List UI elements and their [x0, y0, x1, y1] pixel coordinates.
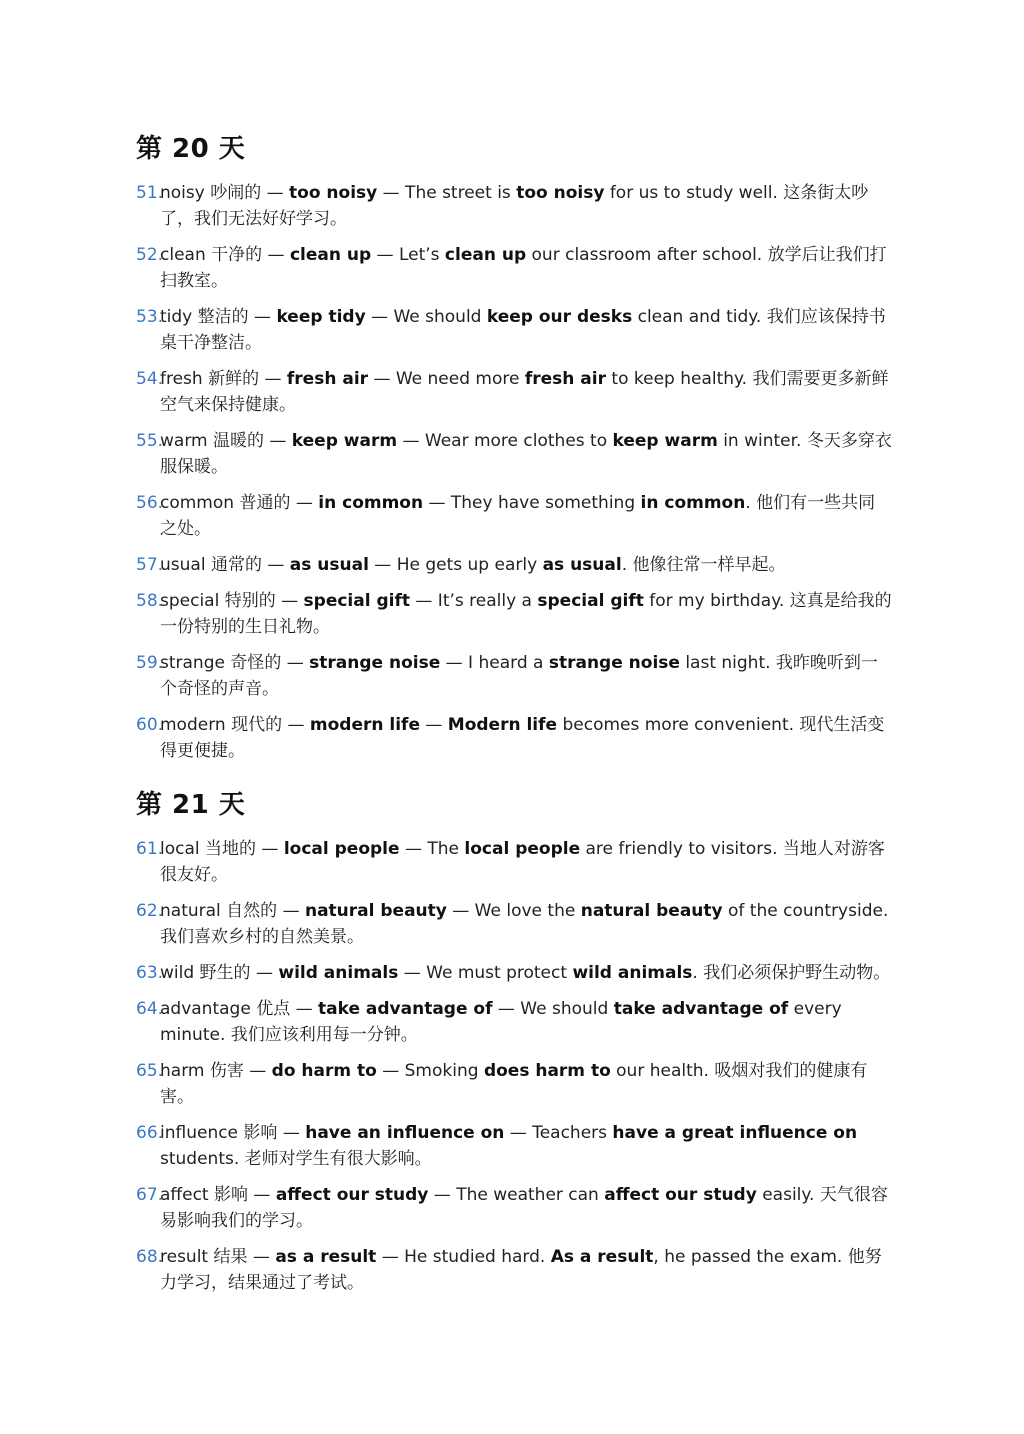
entry-number: 55. [136, 431, 164, 451]
phrase-highlight: have a great influence on [612, 1123, 858, 1143]
entry-text: are friendly to visitors. 当地人对游客很友好。 [160, 839, 885, 885]
entry-text: — The weather can [428, 1185, 605, 1205]
vocab-entry [136, 588, 892, 640]
entry-text: local 当地的 — [160, 839, 284, 859]
phrase-highlight: too noisy [516, 183, 605, 203]
phrase-highlight: keep warm [291, 431, 398, 451]
entry-text: . 我们必须保护野生动物。 [692, 963, 891, 983]
vocab-entry [136, 1244, 892, 1296]
day-21-section [136, 790, 892, 1306]
vocab-entry [136, 836, 892, 888]
entry-text: — We must protect [398, 963, 573, 983]
entry-text: common 普通的 — [160, 493, 319, 513]
vocab-entry [136, 180, 892, 232]
day-title: 第 20 天 [136, 134, 246, 164]
phrase-highlight: too noisy [289, 183, 378, 203]
entry-text: strange 奇怪的 — [160, 653, 310, 673]
phrase-highlight: take advantage of [318, 999, 493, 1019]
vocab-entry [136, 366, 892, 418]
entry-text: — [419, 715, 448, 735]
phrase-highlight: strange noise [548, 653, 680, 673]
entry-number: 51. [136, 183, 164, 203]
entry-text: — The [399, 839, 465, 859]
entry-number: 60. [136, 715, 164, 735]
phrase-highlight: keep warm [612, 431, 718, 451]
phrase-highlight: keep our desks [486, 307, 633, 327]
phrase-highlight: as usual [289, 555, 369, 575]
entry-text: — He gets up early [368, 555, 543, 575]
entry-text: usual 通常的 — [160, 555, 290, 575]
phrase-highlight: special gift [537, 591, 644, 611]
entry-text: for us to study well. 这条街太吵了，我们无法好好学习。 [160, 183, 869, 229]
entry-text: clean and tidy. 我们应该保持书桌干净整洁。 [160, 307, 886, 353]
phrase-highlight: wild animals [572, 963, 693, 983]
entry-text: — He studied hard. [376, 1247, 551, 1267]
vocab-entry [136, 428, 892, 480]
entry-text: clean 干净的 — [160, 245, 290, 265]
entry-text: every minute. 我们应该利用每一分钟。 [160, 999, 842, 1045]
phrase-highlight: local people [464, 839, 581, 859]
entry-text: — They have something [423, 493, 641, 513]
entry-text: advantage 优点 — [160, 999, 319, 1019]
phrase-highlight: As a result [550, 1247, 654, 1267]
entry-number: 59. [136, 653, 164, 673]
phrase-highlight: local people [283, 839, 400, 859]
entry-number: 64. [136, 999, 164, 1019]
entry-text: our health. 吸烟对我们的健康有害。 [160, 1061, 868, 1107]
entry-number: 57. [136, 555, 164, 575]
vocab-entry [136, 898, 892, 950]
entry-text: . 他像往常一样早起。 [621, 555, 786, 575]
phrase-highlight: clean up [289, 245, 372, 265]
phrase-highlight: natural beauty [304, 901, 447, 921]
entry-text: wild 野生的 — [160, 963, 279, 983]
phrase-highlight: clean up [444, 245, 527, 265]
entry-number: 58. [136, 591, 164, 611]
entry-text: — Let’s [371, 245, 445, 265]
entry-list [136, 836, 892, 1296]
phrase-highlight: Modern life [447, 715, 558, 735]
phrase-highlight: affect our study [275, 1185, 429, 1205]
phrase-highlight: does harm to [483, 1061, 611, 1081]
phrase-highlight: fresh air [524, 369, 606, 389]
entry-text: — It’s really a [410, 591, 538, 611]
entry-number: 62. [136, 901, 164, 921]
entry-text: — We should [492, 999, 614, 1019]
entry-number: 56. [136, 493, 164, 513]
phrase-highlight: as a result [275, 1247, 377, 1267]
entry-text: to keep healthy. 我们需要更多新鲜空气来保持健康。 [160, 369, 889, 415]
vocab-entry [136, 304, 892, 356]
entry-text: — I heard a [440, 653, 549, 673]
entry-number: 54. [136, 369, 164, 389]
entry-text: . 他们有一些共同之处。 [160, 493, 876, 539]
entry-number: 68. [136, 1247, 164, 1267]
phrase-highlight: in common [318, 493, 424, 513]
entry-text: natural 自然的 — [160, 901, 305, 921]
vocab-entry [136, 1182, 892, 1234]
entry-text: modern 现代的 — [160, 715, 310, 735]
entry-text: students. 老师对学生有很大影响。 [160, 1149, 432, 1169]
phrase-highlight: natural beauty [580, 901, 723, 921]
entry-text: of the countryside. 我们喜欢乡村的自然美景。 [160, 901, 889, 947]
entry-list [136, 180, 892, 764]
entry-text: — We love the [446, 901, 581, 921]
phrase-highlight: keep tidy [276, 307, 366, 327]
phrase-highlight: in common [640, 493, 746, 513]
entry-text: easily. 天气很容易影响我们的学习。 [160, 1185, 888, 1231]
entry-text: — Wear more clothes to [397, 431, 613, 451]
entry-text: our classroom after school. 放学后让我们打扫教室。 [160, 245, 887, 291]
entry-number: 66. [136, 1123, 164, 1143]
entry-text: — We should [365, 307, 487, 327]
entry-number: 61. [136, 839, 164, 859]
phrase-highlight: strange noise [309, 653, 441, 673]
entry-text: affect 影响 — [160, 1185, 276, 1205]
entry-text: influence 影响 — [160, 1123, 306, 1143]
entry-number: 67. [136, 1185, 164, 1205]
phrase-highlight: affect our study [604, 1185, 757, 1205]
entry-text: in winter. 冬天多穿衣服保暖。 [160, 431, 892, 477]
entry-text: special 特别的 — [160, 591, 304, 611]
entry-text: result 结果 — [160, 1247, 276, 1267]
phrase-highlight: do harm to [271, 1061, 377, 1081]
vocab-entry [136, 242, 892, 294]
entry-text: — We need more [368, 369, 525, 389]
entry-text: for my birthday. 这真是给我的一份特别的生日礼物。 [160, 591, 892, 637]
entry-text: fresh 新鲜的 — [160, 369, 287, 389]
entry-text: last night. 我昨晚听到一个奇怪的声音。 [160, 653, 878, 699]
entry-text: noisy 吵闹的 — [160, 183, 290, 203]
phrase-highlight: fresh air [286, 369, 369, 389]
vocab-entry [136, 490, 892, 542]
vocab-entry [136, 960, 892, 986]
vocab-entry [136, 996, 892, 1048]
phrase-highlight: special gift [303, 591, 410, 611]
day-title: 第 21 天 [136, 790, 246, 820]
phrase-highlight: have an influence on [305, 1123, 505, 1143]
day-20-section [136, 134, 892, 774]
entry-text: — Smoking [376, 1061, 484, 1081]
vocab-entry [136, 712, 892, 764]
vocab-entry [136, 552, 892, 578]
phrase-highlight: wild animals [278, 963, 399, 983]
entry-text: , he passed the exam. 他努力学习，结果通过了考试。 [160, 1247, 882, 1293]
entry-number: 65. [136, 1061, 164, 1081]
entry-text: tidy 整洁的 — [160, 307, 277, 327]
vocab-entry [136, 650, 892, 702]
entry-number: 53. [136, 307, 164, 327]
vocab-entry [136, 1058, 892, 1110]
vocab-entry [136, 1120, 892, 1172]
entry-text: — Teachers [504, 1123, 613, 1143]
entry-text: — The street is [377, 183, 517, 203]
phrase-highlight: modern life [309, 715, 420, 735]
entry-number: 63. [136, 963, 164, 983]
entry-text: becomes more convenient. 现代生活变得更便捷。 [160, 715, 885, 761]
entry-number: 52. [136, 245, 164, 265]
entry-text: harm 伤害 — [160, 1061, 272, 1081]
phrase-highlight: take advantage of [613, 999, 789, 1019]
entry-text: warm 温暖的 — [160, 431, 292, 451]
phrase-highlight: as usual [542, 555, 622, 575]
